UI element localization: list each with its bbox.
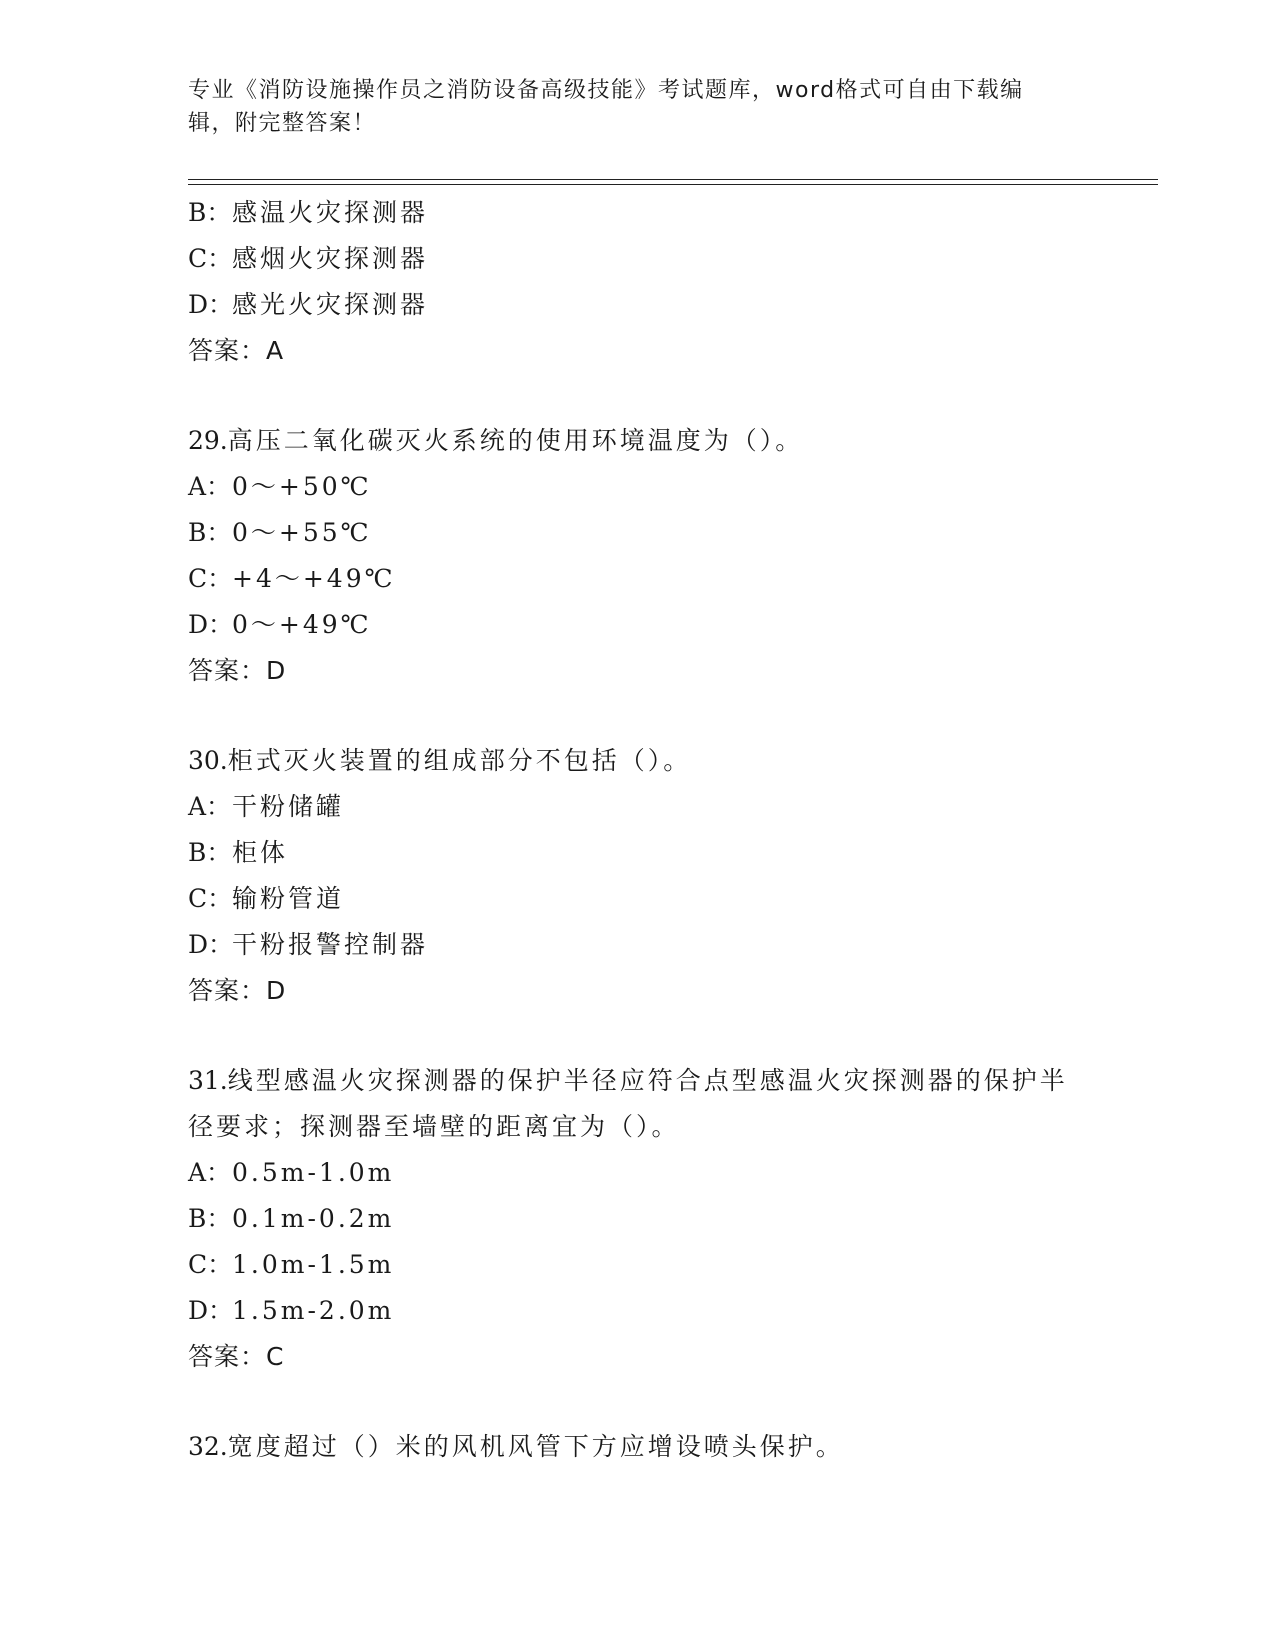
option-key: C： <box>188 1250 233 1279</box>
document-header: 专业《消防设施操作员之消防设备高级技能》考试题库，word格式可自由下载编辑，附完整答案！ <box>188 78 1024 136</box>
option-text: 干粉报警控制器 <box>232 930 429 959</box>
option-item <box>188 236 1088 282</box>
question-stem <box>188 418 1088 464</box>
header-divider-top <box>188 179 1158 180</box>
option-item <box>188 922 1088 968</box>
question-block <box>188 418 1088 694</box>
question-list <box>188 190 1088 1470</box>
answer-line: 答案：A <box>188 336 285 365</box>
option-item <box>188 510 1088 556</box>
question-block <box>188 1058 1088 1380</box>
option-key: B： <box>188 1204 232 1233</box>
option-text: 0.5m-1.0m <box>232 1158 395 1187</box>
question-text: 宽度超过（）米的风机风管下方应增设喷头保护。 <box>227 1432 844 1461</box>
question-stem <box>188 1424 1088 1470</box>
option-item <box>188 784 1088 830</box>
option-key: D： <box>188 1296 234 1325</box>
option-key: C： <box>188 244 233 273</box>
option-item <box>188 830 1088 876</box>
option-text: 0～+55℃ <box>232 518 372 547</box>
answer-line: 答案：D <box>188 656 287 685</box>
option-item <box>188 1288 1088 1334</box>
option-text: 0.1m-0.2m <box>232 1204 395 1233</box>
option-key: B： <box>188 198 232 227</box>
option-item <box>188 190 1088 236</box>
option-text: 0～+49℃ <box>232 610 372 639</box>
option-key: B： <box>188 518 232 547</box>
question-fragment <box>188 190 1088 374</box>
question-block <box>188 738 1088 1014</box>
option-text: 0～+50℃ <box>232 472 372 501</box>
option-key: B： <box>188 838 232 867</box>
option-key: C： <box>188 884 233 913</box>
option-text: 感烟火灾探测器 <box>232 244 429 273</box>
question-number: 30. <box>188 746 228 775</box>
question-number: 31. <box>188 1066 228 1095</box>
header-divider-bottom <box>188 184 1158 185</box>
question-text: 柜式灭火装置的组成部分不包括（）。 <box>227 746 692 775</box>
option-item <box>188 602 1088 648</box>
option-key: D： <box>188 610 234 639</box>
option-item <box>188 1196 1088 1242</box>
option-text: 1.5m-2.0m <box>232 1296 395 1325</box>
option-item <box>188 282 1088 328</box>
option-key: A： <box>188 472 232 501</box>
answer-line: 答案：C <box>188 1342 285 1371</box>
question-block <box>188 1424 1088 1470</box>
option-text: 干粉储罐 <box>232 792 345 821</box>
option-key: A： <box>188 1158 232 1187</box>
option-text: 柜体 <box>232 838 289 867</box>
option-key: D： <box>188 290 234 319</box>
option-key: A： <box>188 792 232 821</box>
option-item <box>188 556 1088 602</box>
question-number: 29. <box>188 426 228 455</box>
option-item <box>188 876 1088 922</box>
option-key: C： <box>188 564 233 593</box>
option-text: +4～+49℃ <box>232 564 396 593</box>
option-key: D： <box>188 930 234 959</box>
option-text: 1.0m-1.5m <box>232 1250 395 1279</box>
option-item <box>188 1150 1088 1196</box>
option-item <box>188 1242 1088 1288</box>
question-number: 32. <box>188 1432 228 1461</box>
question-stem <box>188 738 1088 784</box>
question-stem <box>188 1058 1088 1150</box>
option-text: 感温火灾探测器 <box>232 198 429 227</box>
option-text: 感光火灾探测器 <box>232 290 429 319</box>
question-text: 高压二氧化碳灭火系统的使用环境温度为（）。 <box>227 426 804 455</box>
option-text: 输粉管道 <box>232 884 345 913</box>
question-text: 线型感温火灾探测器的保护半径应符合点型感温火灾探测器的保护半径要求；探测器至墙壁的距离宜为（）。 <box>188 1066 1068 1141</box>
option-item <box>188 464 1088 510</box>
answer-line: 答案：D <box>188 976 287 1005</box>
